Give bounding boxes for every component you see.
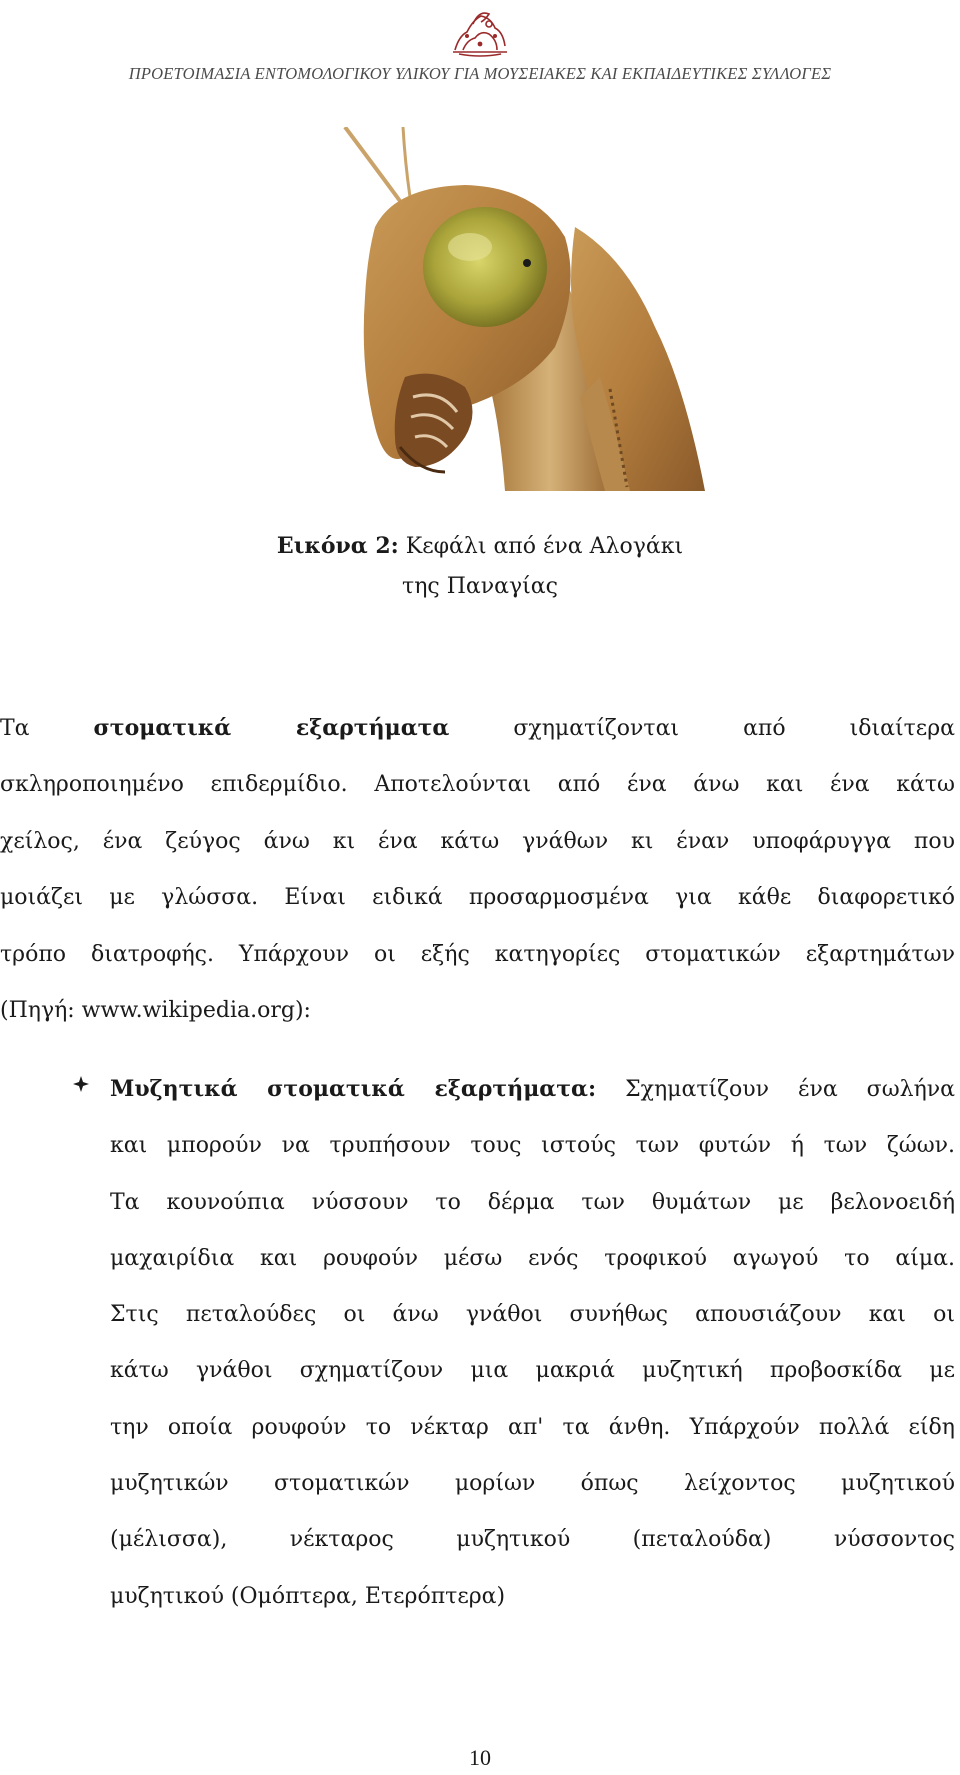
caption-text: Κεφάλι από ένα Αλογάκι bbox=[405, 534, 684, 559]
bullet-line: μυζητικού (Ομόπτερα, Ετερόπτερα) bbox=[110, 1583, 506, 1609]
bullet-line: την οποία ρουφούν το νέκταρ απ' τα άνθη. Υπάρχούν πολλά είδη bbox=[110, 1414, 955, 1440]
figure-caption bbox=[230, 526, 730, 607]
running-header-title: ΠΡΟΕΤΟΙΜΑΣΙΑ ΕΝΤΟΜΟΛΟΓΙΚΟΥ ΥΛΙΚΟΥ ΓΙΑ ΜΟΥΣΕΙΑΚΕΣ ΚΑΙ ΕΚΠΑΙΔΕΥΤΙΚΕΣ ΣΥΛΛΟΓΕΣ bbox=[128, 64, 832, 83]
paragraph-line: σκληροποιημένο επιδερμίδιο. Αποτελούνται από ένα άνω και ένα κάτω bbox=[0, 772, 955, 798]
bold-term: στοματικά εξαρτήματα bbox=[93, 715, 450, 741]
paragraph-line: μοιάζει με γλώσσα. Είναι ειδικά προσαρμοσμένα για κάθε διαφορετικό bbox=[0, 885, 955, 911]
bullet-line: (μέλισσα), νέκταρος μυζητικού (πεταλούδα) νύσσοντος bbox=[110, 1527, 955, 1553]
bullet-line: Τα κουνούπια νύσσουν το δέρμα των θυμάτων με βελονοειδή bbox=[110, 1189, 955, 1215]
paragraph-line: Τα στοματικά εξαρτήματα σχηματίζονται από ιδιαίτερα bbox=[0, 715, 955, 741]
paragraph-line: χείλος, ένα ζεύγος άνω κι ένα κάτω γνάθων κι έναν υποφάρυγγα που bbox=[0, 828, 955, 854]
caption-label: Εικόνα 2: bbox=[276, 533, 399, 559]
bullet-line: Μυζητικά στοματικά εξαρτήματα: Σχηματίζουν ένα σωλήνα bbox=[110, 1076, 955, 1102]
caption-text-line2: της Παναγίας bbox=[402, 574, 558, 599]
mantis-head-photo bbox=[235, 127, 720, 491]
bullet-line: μαχαιρίδια και ρουφούν μέσω ενός τροφικού αγωγού το αίμα. bbox=[110, 1245, 955, 1271]
diamond-bullet-icon bbox=[72, 1075, 90, 1093]
museum-seal-icon bbox=[445, 6, 515, 58]
bullet-text bbox=[110, 1061, 955, 1625]
bullet-title: Μυζητικά στοματικά εξαρτήματα: bbox=[110, 1076, 597, 1102]
page-number: 10 bbox=[469, 1745, 491, 1770]
bullet-line: μυζητικών στοματικών μορίων όπως λείχοντος μυζητικού bbox=[110, 1471, 955, 1497]
paragraph-line: (Πηγή: www.wikipedia.org): bbox=[0, 998, 311, 1024]
bullet-line: και μπορούν να τρυπήσουν τους ιστούς των φυτών ή των ζώων. bbox=[110, 1133, 955, 1159]
paragraph-line: τρόπο διατροφής. Υπάρχουν οι εξής κατηγορίες στοματικών εξαρτημάτων bbox=[0, 941, 955, 967]
body-paragraph bbox=[0, 700, 955, 1039]
bullet-line: κάτω γνάθοι σχηματίζουν μια μακριά μυζητική προβοσκίδα με bbox=[110, 1358, 955, 1384]
bullet-line: Στις πεταλούδες οι άνω γνάθοι συνήθως απουσιάζουν και οι bbox=[110, 1302, 955, 1328]
